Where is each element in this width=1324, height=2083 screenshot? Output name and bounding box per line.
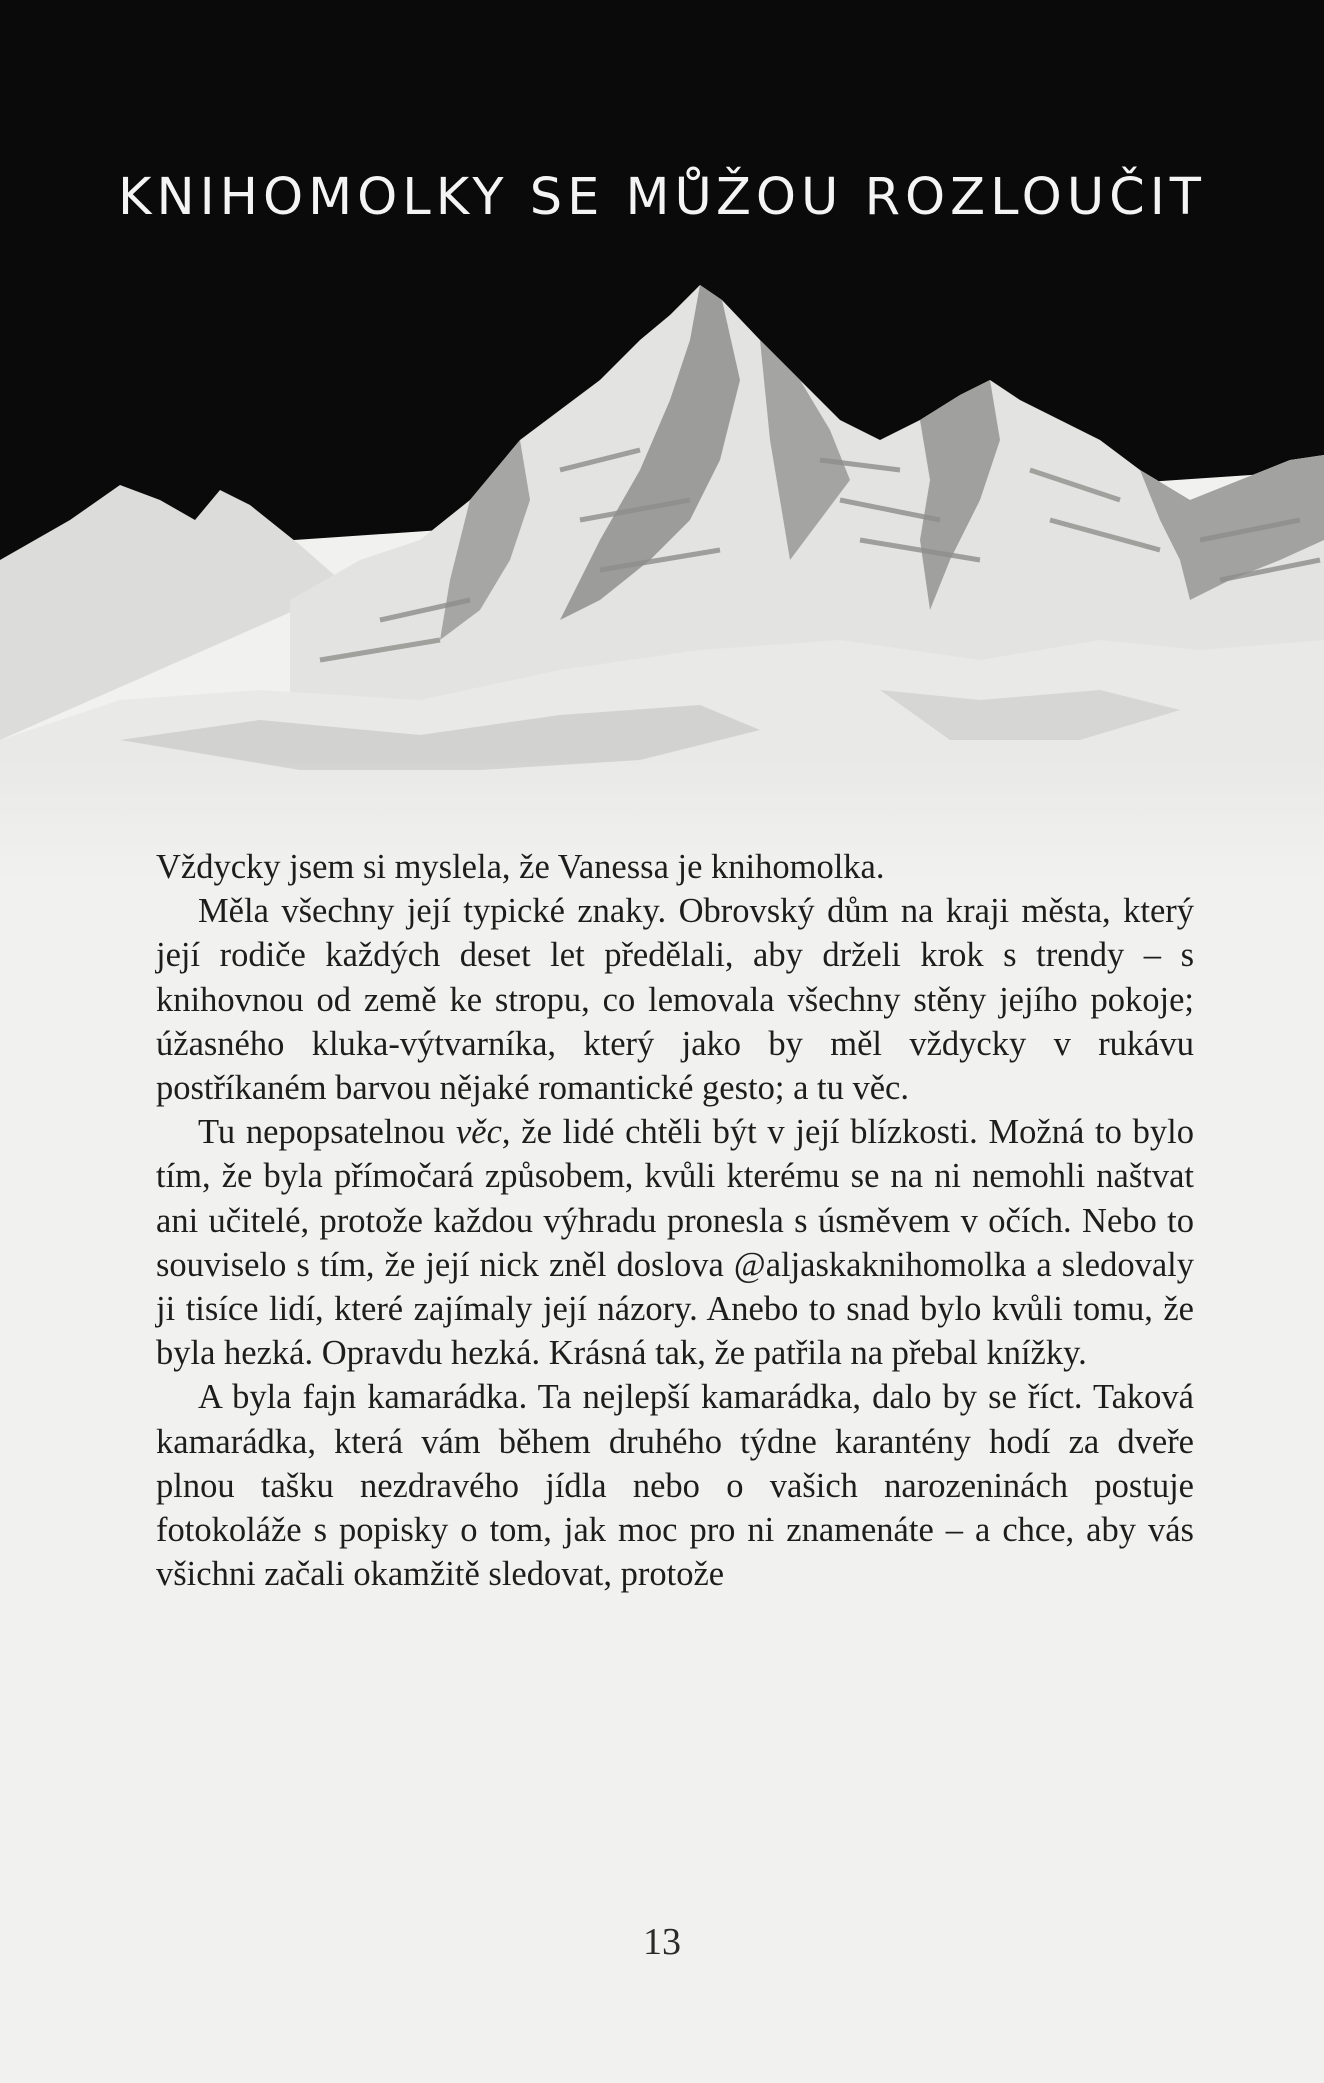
- mountain-peaks-icon: [0, 0, 1324, 880]
- emphasized-word: věc: [455, 1113, 502, 1152]
- paragraph: Měla všechny její typické znaky. Obrovský dům na kraji města, který její rodiče každých deset let předělali, aby drželi krok s trendy – s knihovnou od země ke stropu, co lemovala všechny stěny jejího pokoje; úžasného kluka-výtvarníka, který jako by měl vždycky v rukávu postříkaném barvou nějaké romantické gesto; a tu věc.: [156, 892, 1194, 1108]
- mountain-illustration: [0, 0, 1324, 880]
- chapter-title: KNIHOMOLKY SE MŮŽOU ROZLOUČIT: [118, 168, 1206, 227]
- chapter-body: [156, 845, 1194, 1596]
- paragraph-text: Tu nepopsatelnou: [198, 1113, 456, 1152]
- page-number: 13: [643, 1921, 681, 1963]
- paragraph: [156, 1110, 1194, 1375]
- paragraph: A byla fajn kamarádka. Ta nejlepší kamarádka, dalo by se říct. Taková kamarádka, která vám během druhého týdne karantény hodí za dveře plnou tašku nezdravého jídla nebo o vašich narozeninách postuje fotokoláže s popisky o tom, jak moc pro ni znamenáte – a chce, aby vás všichni začali okamžitě sledovat, protože: [156, 1378, 1194, 1594]
- paragraph: Vždycky jsem si myslela, že Vanessa je knihomolka.: [156, 848, 885, 886]
- paragraph-text: , že lidé chtěli být v její blízkosti. Možná to bylo tím, že byla přímočará způsobem, kvůli kterému se na ni nemohli naštvat ani učitelé, protože každou výhradu pronesla s úsměvem v očích. Nebo to souviselo s tím, že její nick zněl doslova @aljaskaknihomolka a sledovaly ji tisíce lidí, které zajímaly její názory. Anebo to snad bylo kvůli tomu, že byla hezká. Opravdu hezká. Krásná tak, že patřila na přebal knížky.: [156, 1113, 1194, 1373]
